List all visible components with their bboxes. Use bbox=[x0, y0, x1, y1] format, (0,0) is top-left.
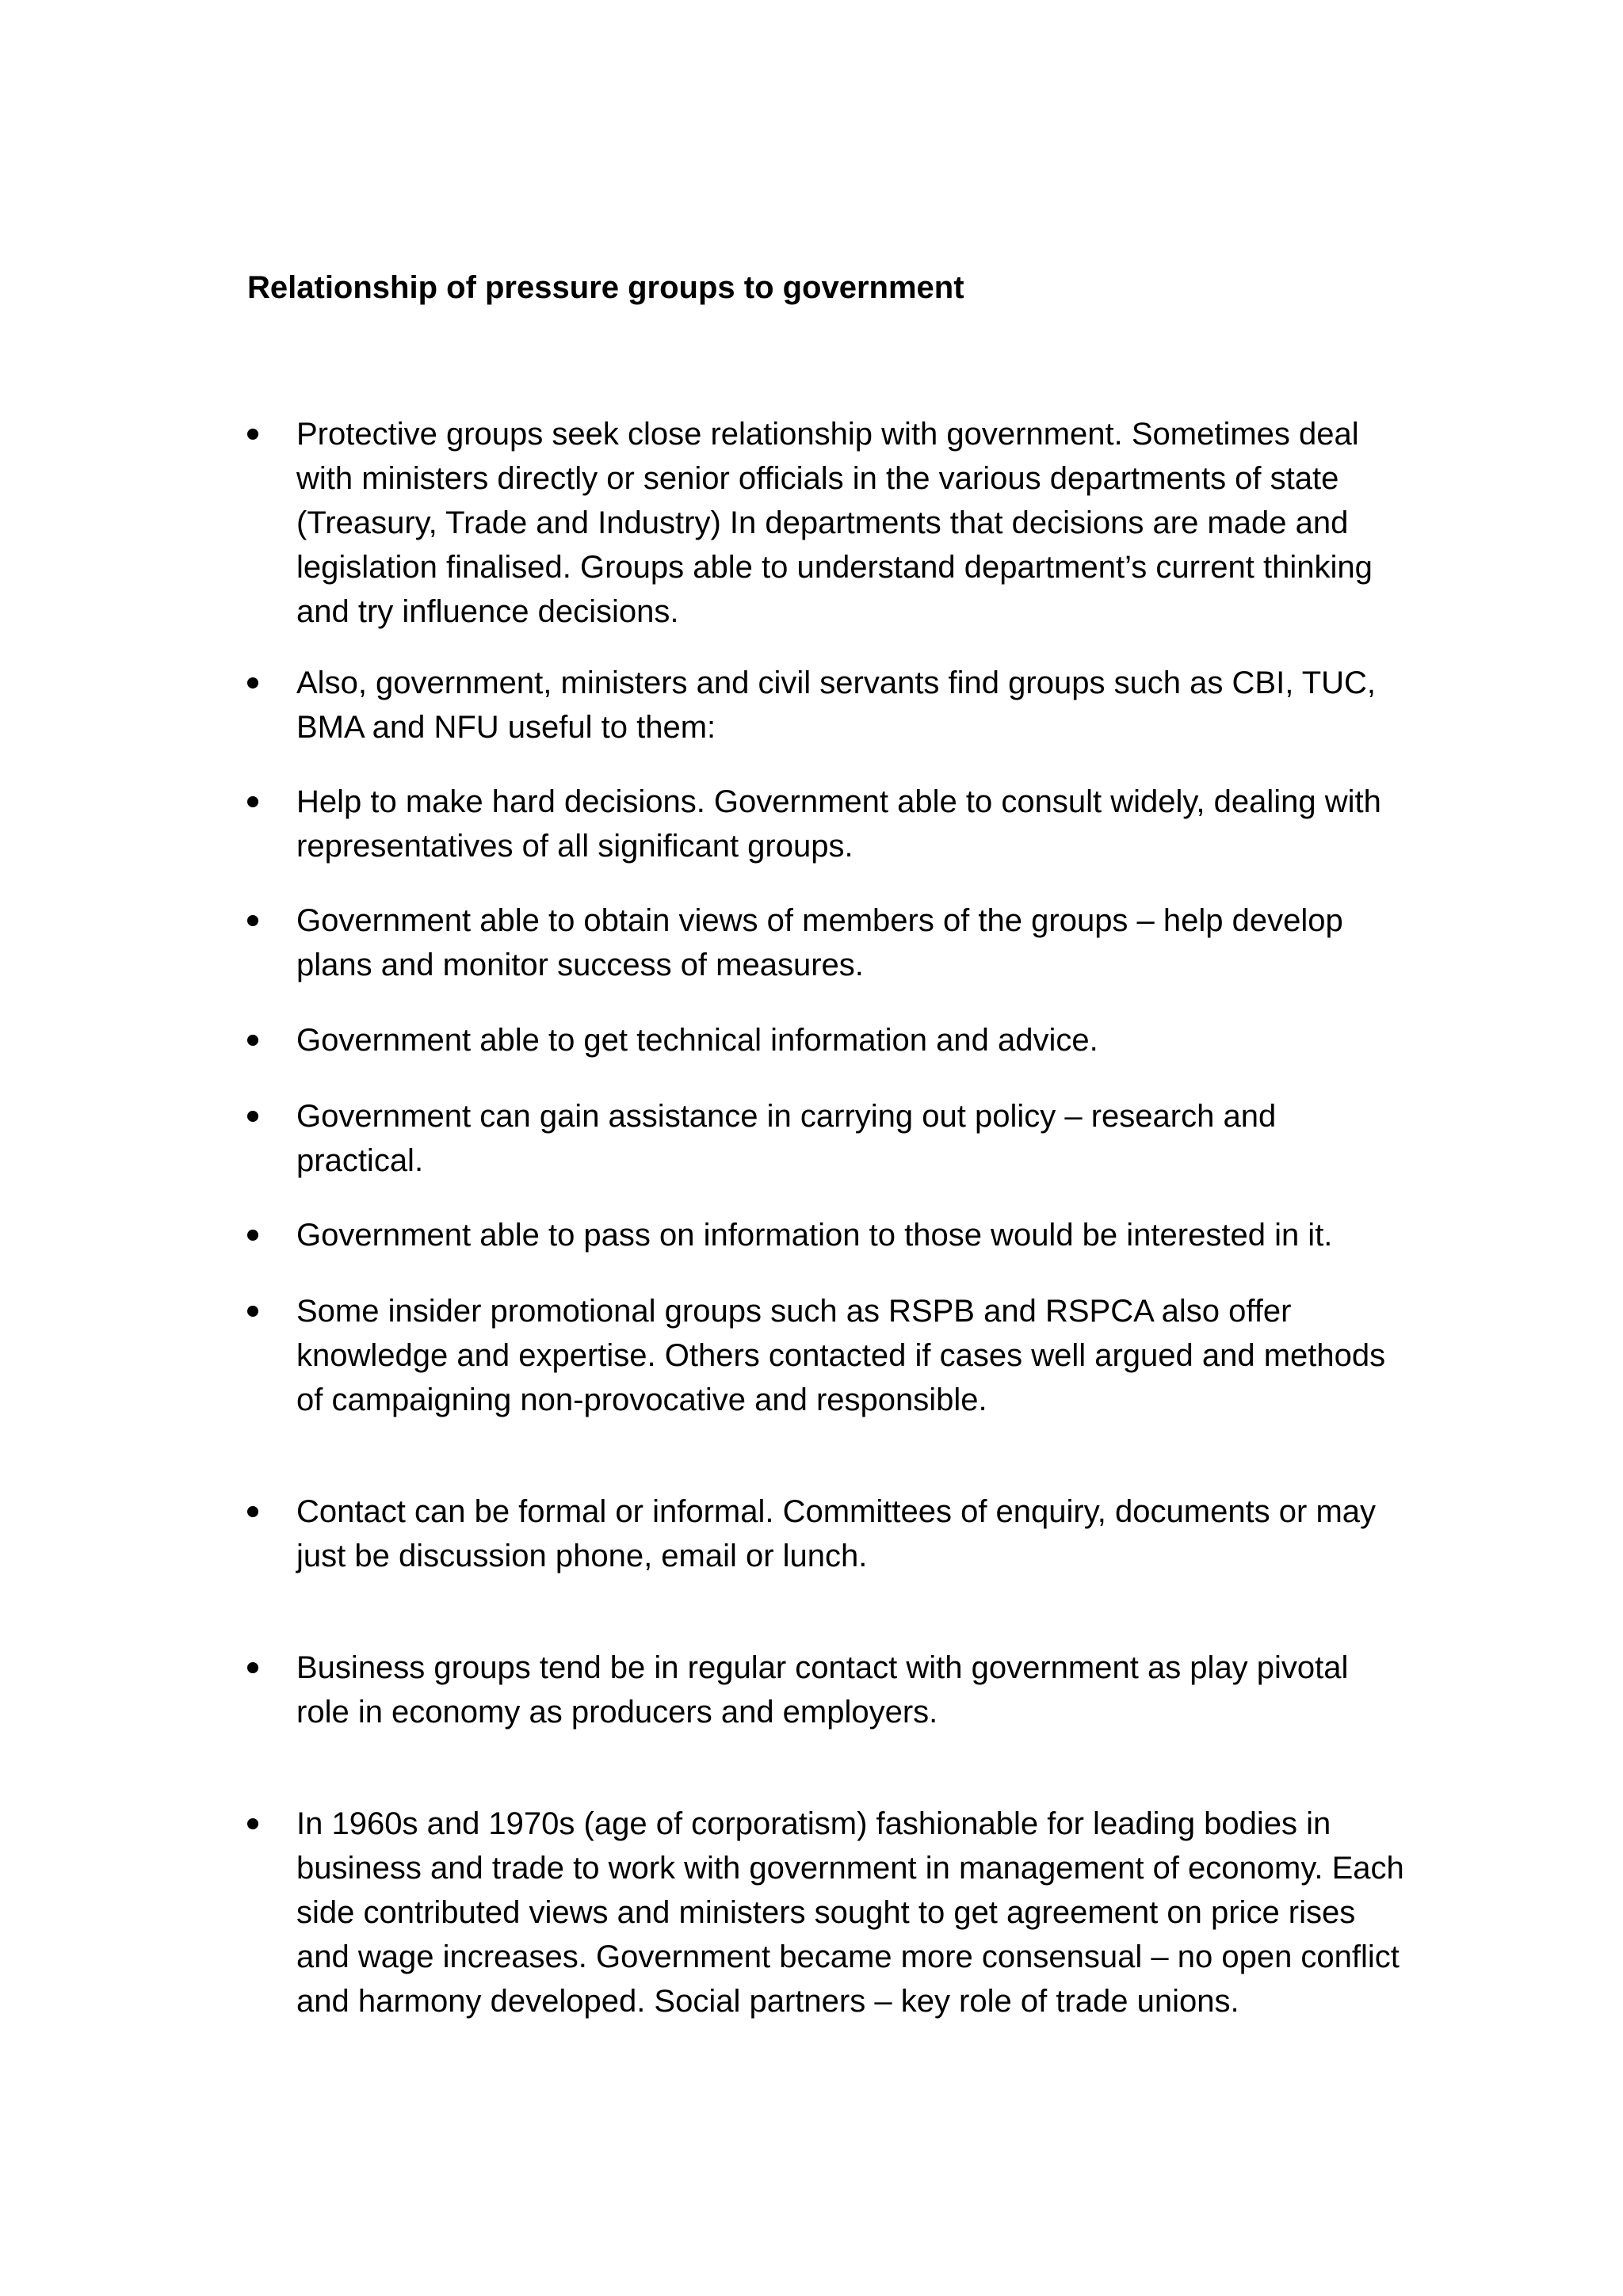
page-title: Relationship of pressure groups to government bbox=[247, 270, 964, 305]
list-item-text: Help to make hard decisions. Government able to consult widely, dealing with representatives of all significant groups. bbox=[296, 784, 1381, 864]
bullet-icon bbox=[247, 1094, 296, 1122]
bullet-icon bbox=[247, 1802, 296, 1829]
bullet-icon bbox=[247, 1489, 296, 1517]
bullet-icon bbox=[247, 1646, 296, 1673]
list-item-text: In 1960s and 1970s (age of corporatism) fashionable for leading bodies in business and trade to work with government in management of economy. Each side contributed views and ministers sought to get agreement on price rises and wage increases. Government became more consensual – no open conflict and harmony developed. Social partners – key role of trade unions. bbox=[296, 1806, 1404, 2019]
list-item-text: Contact can be formal or informal. Committees of enquiry, documents or may just be discussion phone, email or lunch. bbox=[296, 1494, 1377, 1573]
list-item-text: Government able to pass on information to those would be interested in it. bbox=[296, 1218, 1333, 1253]
bullet-icon bbox=[247, 898, 296, 926]
list-item-text: Government can gain assistance in carrying out policy – research and practical. bbox=[296, 1099, 1277, 1178]
list-item-text: Government able to get technical information and advice. bbox=[296, 1023, 1098, 1058]
bullet-icon bbox=[247, 780, 296, 807]
bullet-icon bbox=[247, 661, 296, 688]
list-item-text: Business groups tend be in regular contact with government as play pivotal role in economy as producers and employers. bbox=[296, 1650, 1349, 1730]
bullet-icon bbox=[247, 412, 296, 440]
list-item-text: Government able to obtain views of members of the groups – help develop plans and monitor success of measures. bbox=[296, 903, 1343, 982]
list-item-text: Also, government, ministers and civil servants find groups such as CBI, TUC, BMA and NFU useful to them: bbox=[296, 666, 1377, 745]
list-item-text: Some insider promotional groups such as RSPB and RSPCA also offer knowledge and expertise. Others contacted if cases well argued and methods of campaigning non-provocative and responsible. bbox=[296, 1294, 1386, 1417]
bullet-icon bbox=[247, 1289, 296, 1317]
bullet-icon bbox=[247, 1018, 296, 1046]
bullet-icon bbox=[247, 1213, 296, 1241]
list-item-text: Protective groups seek close relationship with government. Sometimes deal with ministers directly or senior officials in the various departments of state (Treasury, Trade and Industry) In departments that decisions are made and legislation finalised. Groups able to understand department’s current thinking and try influence decisions. bbox=[296, 417, 1373, 629]
